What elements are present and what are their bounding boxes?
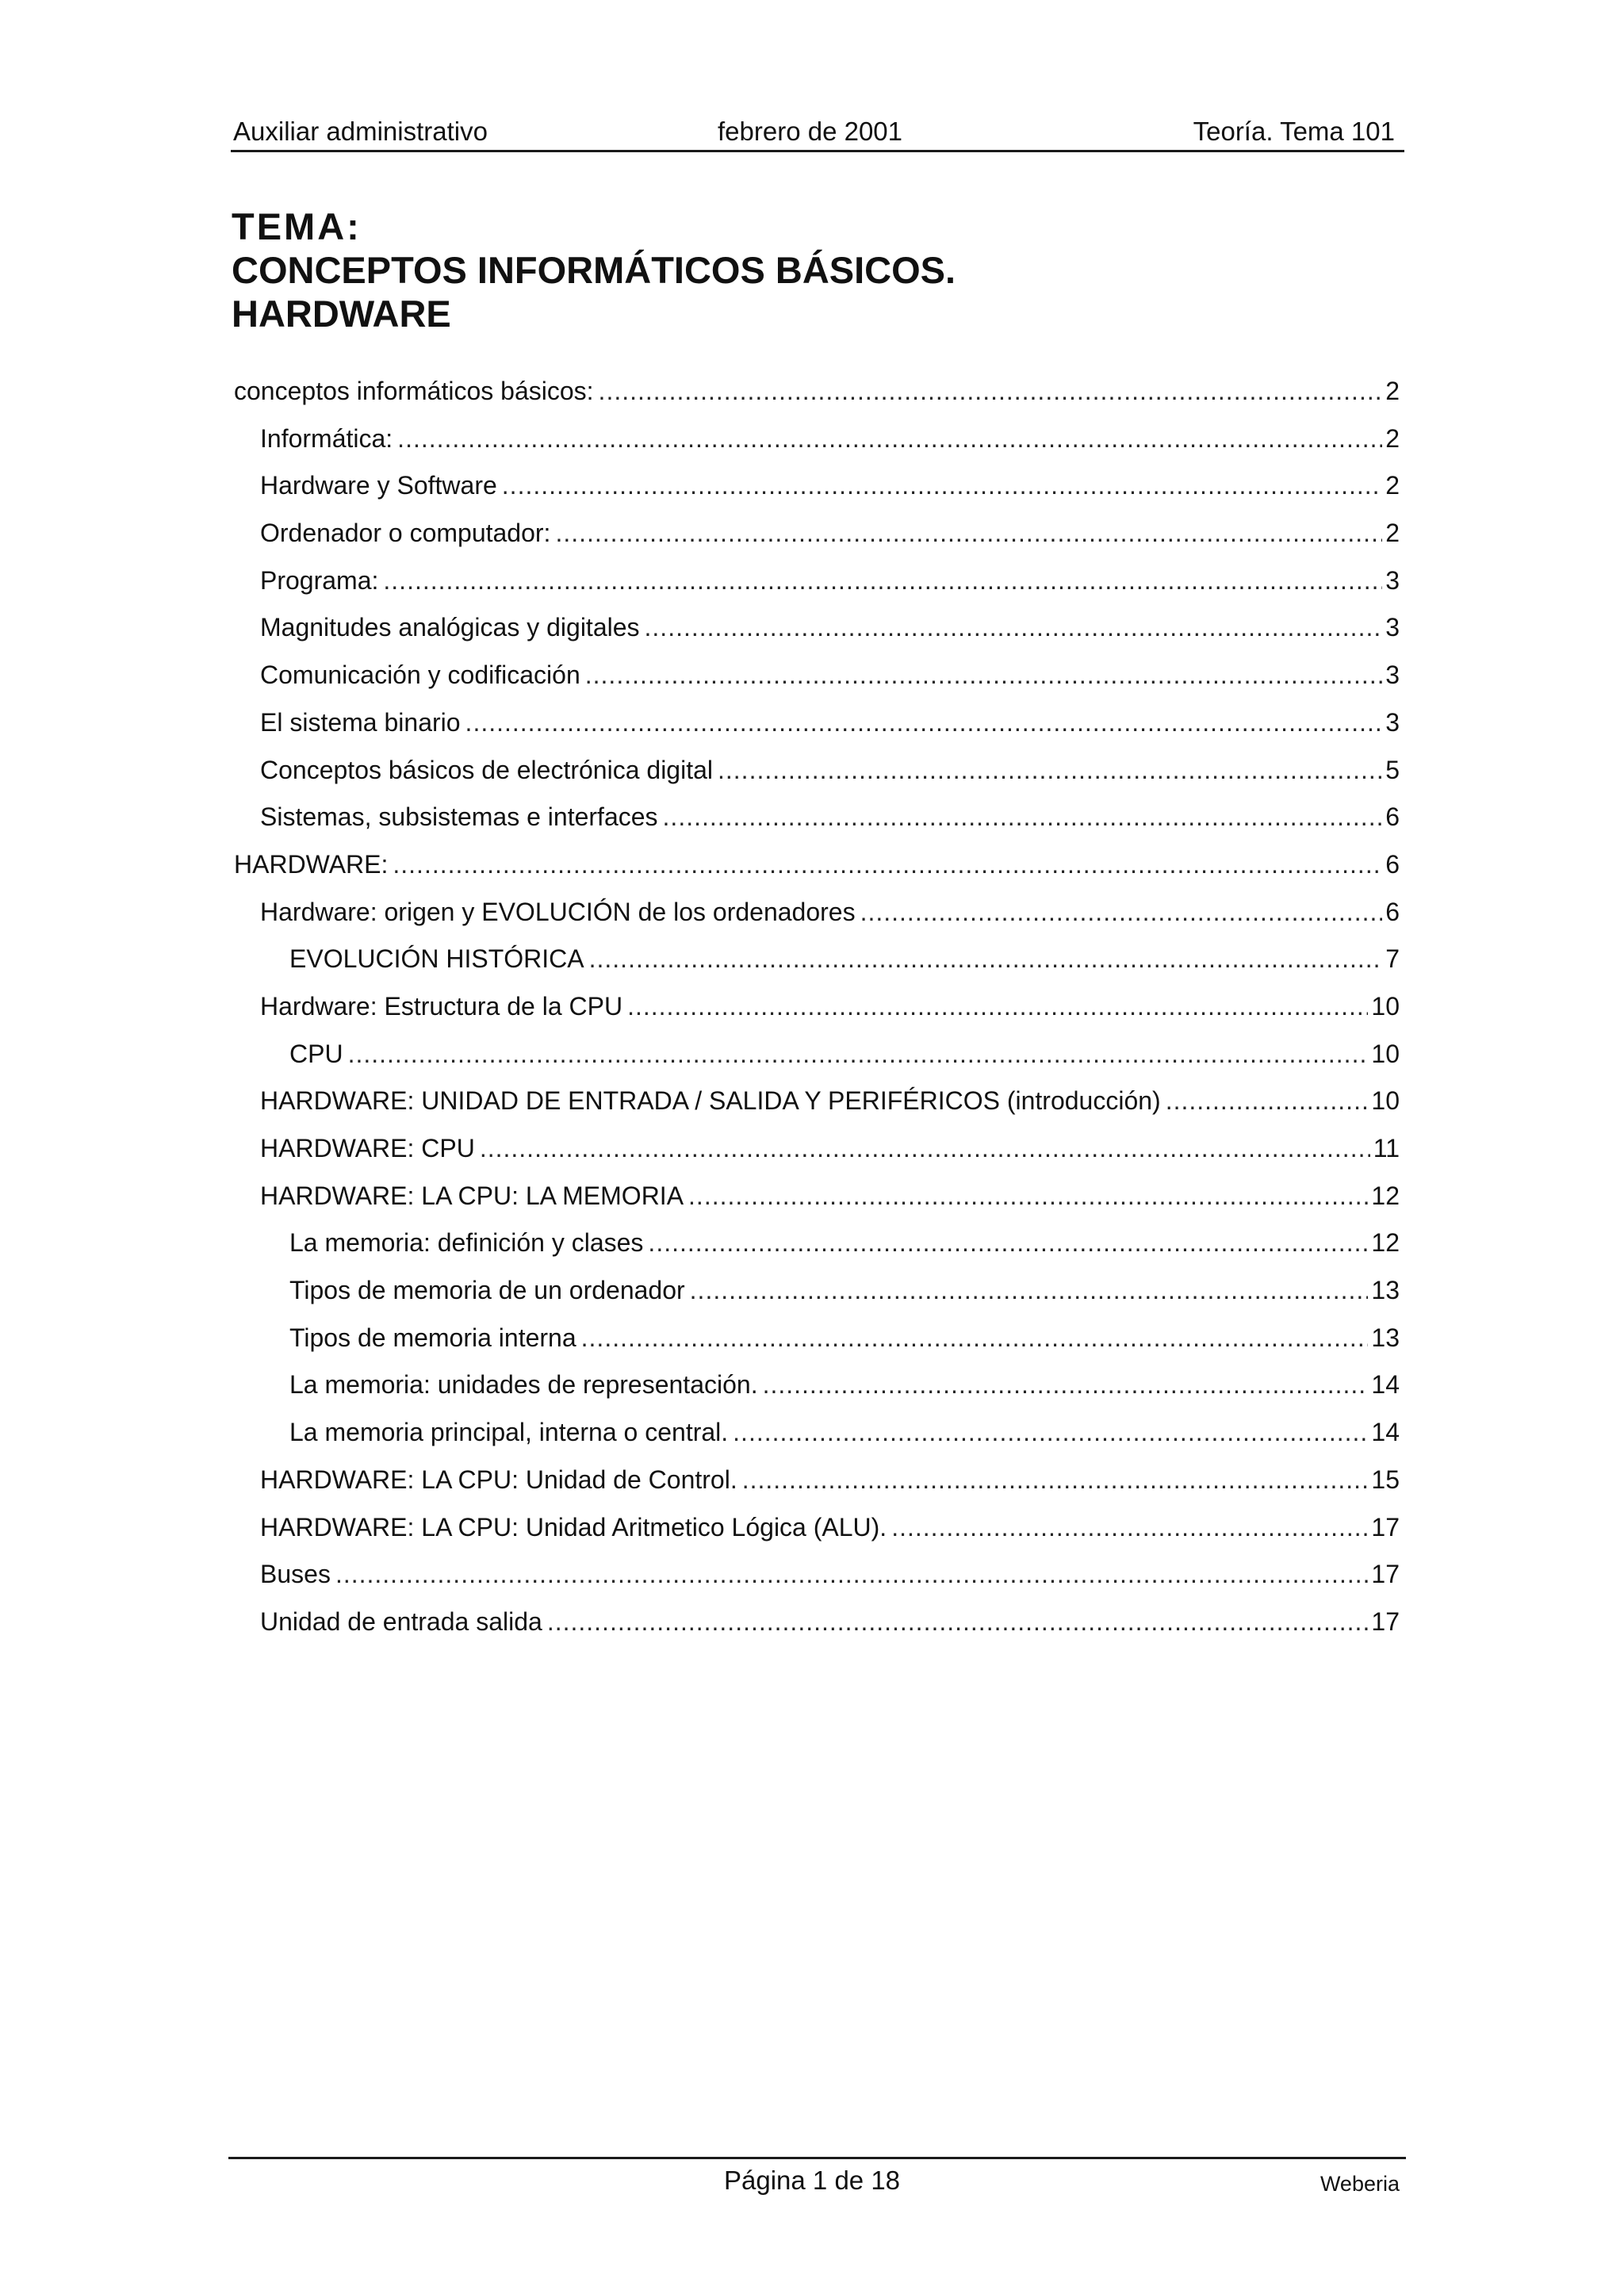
toc-entry[interactable] — [234, 1323, 1400, 1371]
toc-entry[interactable] — [234, 1370, 1400, 1418]
toc-dot-leader — [397, 424, 1382, 454]
toc-dot-leader — [465, 708, 1383, 737]
toc-dot-leader — [860, 898, 1383, 927]
toc-entry-label: Conceptos básicos de electrónica digital — [260, 755, 713, 784]
toc-entry-page: 15 — [1371, 1465, 1400, 1494]
toc-dot-leader — [742, 1465, 1369, 1495]
toc-entry-page: 14 — [1371, 1418, 1400, 1447]
toc-entry-label: EVOLUCIÓN HISTÓRICA — [289, 944, 584, 974]
toc-dot-leader — [348, 1040, 1369, 1069]
toc-entry[interactable] — [234, 377, 1400, 424]
toc-dot-leader — [599, 377, 1383, 406]
toc-entry-page: 3 — [1385, 613, 1400, 642]
toc-entry-label: HARDWARE: UNIDAD DE ENTRADA / SALIDA Y PERIFÉRICOS (introducción) — [260, 1086, 1161, 1116]
toc-entry-label: CPU — [289, 1039, 343, 1068]
toc-dot-leader — [663, 802, 1383, 832]
toc-entry-label: Sistemas, subsistemas e interfaces — [260, 802, 658, 832]
toc-entry-label: Hardware y Software — [260, 471, 497, 500]
toc-dot-leader — [589, 944, 1383, 974]
toc-entry-page: 2 — [1385, 519, 1400, 548]
toc-dot-leader — [627, 992, 1368, 1021]
toc-entry-page: 7 — [1385, 944, 1400, 974]
toc-entry-label: La memoria principal, interna o central. — [289, 1418, 729, 1447]
toc-entry[interactable] — [234, 1134, 1400, 1181]
toc-entry-label: Tipos de memoria de un ordenador — [289, 1276, 685, 1305]
toc-entry-label: HARDWARE: LA CPU: LA MEMORIA — [260, 1181, 684, 1210]
toc-entry-label: Unidad de entrada salida — [260, 1607, 542, 1636]
toc-dot-leader — [718, 756, 1382, 785]
toc-entry-page: 10 — [1371, 1086, 1400, 1116]
toc-entry-page: 3 — [1385, 661, 1400, 690]
page-footer — [228, 2157, 1406, 2207]
toc-entry[interactable] — [234, 1086, 1400, 1134]
toc-dot-leader — [547, 1607, 1369, 1637]
toc-entry[interactable] — [234, 1040, 1400, 1087]
toc-entry[interactable] — [234, 1228, 1400, 1276]
toc-entry[interactable] — [234, 992, 1400, 1040]
toc-entry[interactable] — [234, 1607, 1400, 1655]
footer-brand: Weberia — [1320, 2172, 1400, 2196]
toc-dot-leader — [555, 519, 1382, 548]
toc-dot-leader — [690, 1276, 1369, 1305]
toc-entry-label: Ordenador o computador: — [260, 519, 551, 548]
toc-entry-page: 14 — [1371, 1370, 1400, 1400]
toc-entry-label: conceptos informáticos básicos: — [234, 377, 594, 405]
toc-entry-label: Buses — [260, 1560, 331, 1589]
toc-entry-label: La memoria: unidades de representación. — [289, 1370, 758, 1400]
toc-entry-page: 6 — [1385, 849, 1400, 879]
toc-entry-page: 5 — [1385, 755, 1400, 784]
toc-entry[interactable] — [234, 944, 1400, 992]
toc-entry-page: 10 — [1371, 1039, 1400, 1068]
title-line-tema: TEMA: — [232, 205, 362, 247]
toc-dot-leader — [763, 1370, 1369, 1400]
toc-dot-leader — [393, 850, 1382, 879]
header-topic: Teoría. Tema 101 — [1193, 117, 1395, 146]
table-of-contents — [234, 377, 1400, 1655]
toc-entry[interactable] — [234, 1513, 1400, 1561]
title-line-hardware: HARDWARE — [232, 293, 451, 335]
toc-entry[interactable] — [234, 661, 1400, 708]
header-course-name: Auxiliar administrativo — [233, 117, 488, 146]
toc-entry-label: HARDWARE: CPU — [260, 1134, 475, 1162]
toc-entry-label: Magnitudes analógicas y digitales — [260, 613, 640, 642]
toc-dot-leader — [688, 1181, 1368, 1211]
toc-entry[interactable] — [234, 802, 1400, 850]
toc-entry-page: 3 — [1385, 707, 1400, 737]
toc-dot-leader — [383, 566, 1382, 596]
toc-entry-page: 13 — [1371, 1323, 1400, 1352]
toc-entry-label: HARDWARE: LA CPU: Unidad Aritmetico Lógica (ALU). — [260, 1512, 887, 1541]
toc-entry[interactable] — [234, 1181, 1400, 1229]
toc-entry-page: 10 — [1371, 991, 1400, 1021]
toc-entry-page: 12 — [1371, 1181, 1400, 1210]
toc-dot-leader — [585, 661, 1382, 690]
toc-entry[interactable] — [234, 1560, 1400, 1607]
toc-entry[interactable] — [234, 566, 1400, 614]
toc-entry-page: 2 — [1385, 423, 1400, 453]
toc-dot-leader — [480, 1134, 1370, 1163]
toc-dot-leader — [335, 1560, 1368, 1589]
toc-entry[interactable] — [234, 1418, 1400, 1465]
toc-entry[interactable] — [234, 613, 1400, 661]
toc-entry-page: 2 — [1385, 471, 1400, 500]
toc-entry-label: Hardware: Estructura de la CPU — [260, 991, 623, 1021]
toc-entry-page: 2 — [1385, 377, 1400, 405]
toc-dot-leader — [502, 471, 1382, 500]
toc-entry-page: 6 — [1385, 897, 1400, 926]
toc-dot-leader — [648, 1228, 1368, 1258]
toc-entry-label: HARDWARE: — [234, 849, 389, 879]
toc-entry[interactable] — [234, 898, 1400, 945]
toc-entry-label: Tipos de memoria interna — [289, 1323, 576, 1352]
toc-entry-label: Hardware: origen y EVOLUCIÓN de los ordenadores — [260, 897, 856, 926]
toc-entry-label: La memoria: definición y clases — [289, 1228, 644, 1258]
toc-entry-page: 17 — [1371, 1560, 1400, 1589]
page-number: Página 1 de 18 — [724, 2166, 901, 2195]
document-title — [232, 205, 956, 335]
toc-dot-leader — [581, 1323, 1369, 1353]
toc-entry[interactable] — [234, 756, 1400, 803]
toc-entry-label: El sistema binario — [260, 707, 461, 737]
toc-entry-page: 11 — [1373, 1134, 1400, 1162]
toc-entry-page: 17 — [1371, 1512, 1400, 1541]
toc-entry[interactable] — [234, 519, 1400, 566]
toc-entry-page: 12 — [1371, 1228, 1400, 1258]
header-date: febrero de 2001 — [718, 117, 903, 146]
page-header — [231, 115, 1404, 152]
toc-entry-page: 17 — [1371, 1607, 1400, 1636]
toc-entry[interactable] — [234, 471, 1400, 519]
toc-dot-leader — [733, 1418, 1368, 1447]
toc-entry-label: HARDWARE: LA CPU: Unidad de Control. — [260, 1465, 737, 1494]
toc-entry[interactable] — [234, 1276, 1400, 1323]
toc-dot-leader — [891, 1513, 1368, 1542]
toc-entry-label: Informática: — [260, 423, 393, 453]
toc-dot-leader — [1166, 1086, 1369, 1116]
toc-entry-page: 6 — [1385, 802, 1400, 832]
toc-entry[interactable] — [234, 708, 1400, 756]
toc-entry[interactable] — [234, 1465, 1400, 1513]
toc-entry[interactable] — [234, 424, 1400, 472]
toc-entry-label: Programa: — [260, 565, 379, 595]
title-line-conceptos: CONCEPTOS INFORMÁTICOS BÁSICOS. — [232, 249, 956, 291]
toc-entry[interactable] — [234, 850, 1400, 898]
toc-entry-page: 3 — [1385, 565, 1400, 595]
toc-dot-leader — [645, 613, 1383, 642]
toc-entry-page: 13 — [1371, 1276, 1400, 1305]
toc-entry-label: Comunicación y codificación — [260, 661, 580, 690]
